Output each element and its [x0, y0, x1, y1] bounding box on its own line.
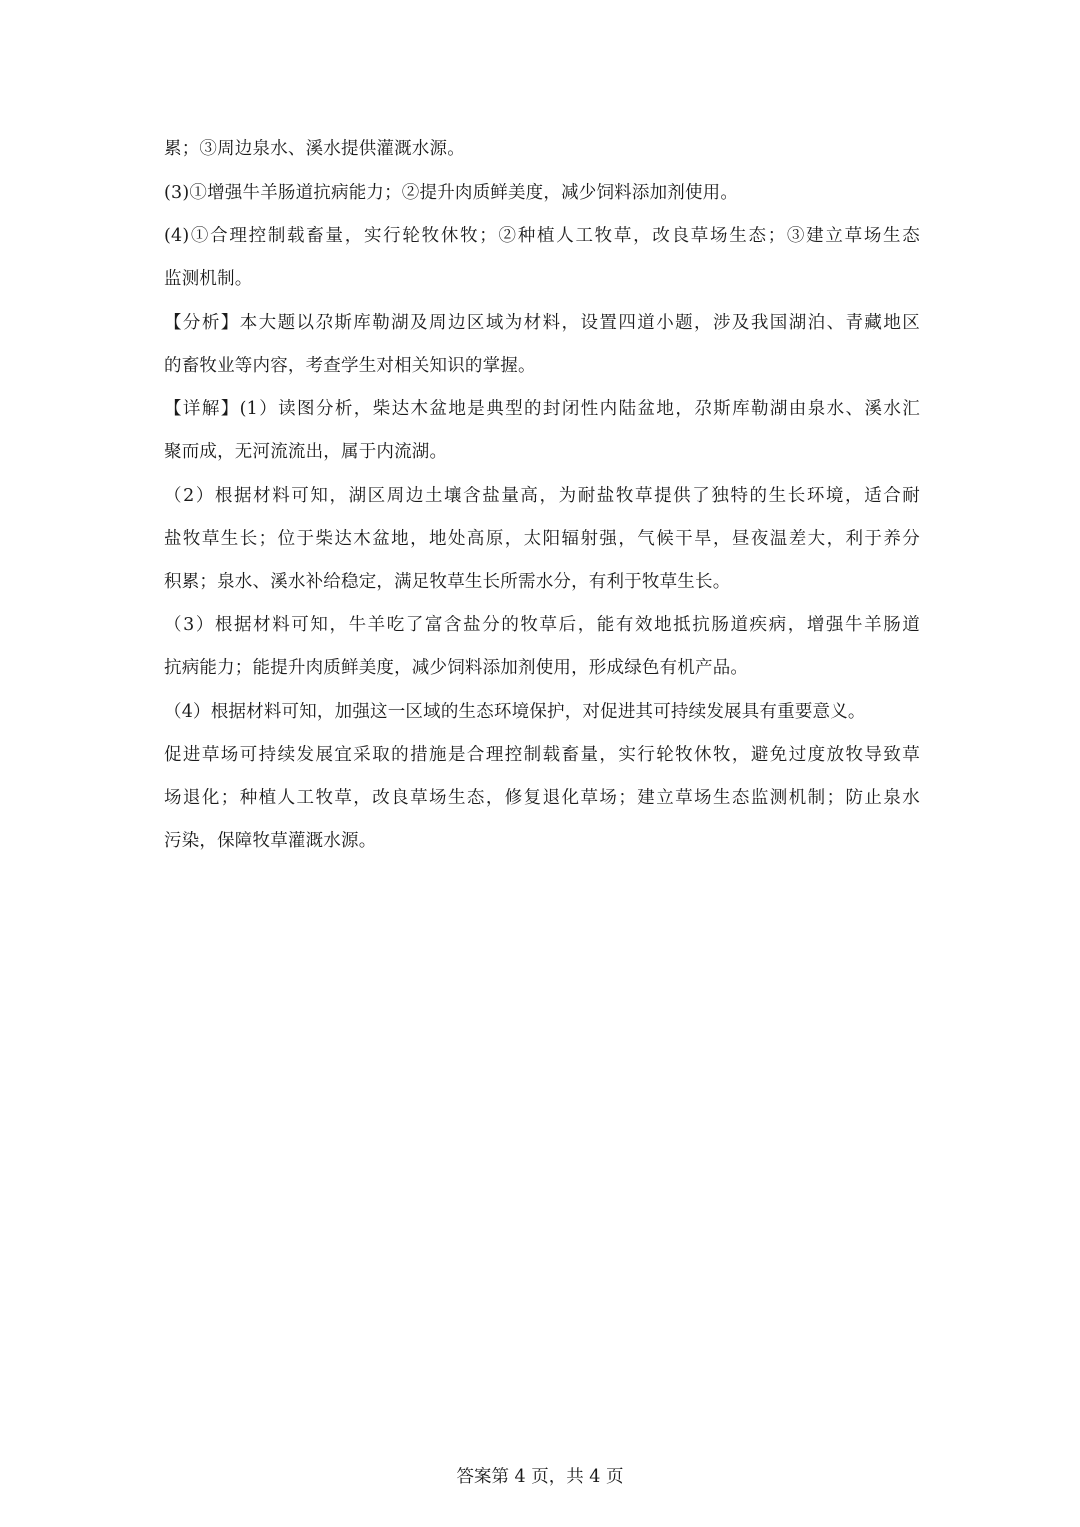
detail-line-9: 促进草场可持续发展宜采取的措施是合理控制载畜量，实行轮牧休牧，避免过度放牧导致草	[164, 744, 920, 765]
detail-line-4: 盐牧草生长；位于柴达木盆地，地处高原，太阳辐射强，气候干旱，昼夜温差大，利于养分	[164, 528, 920, 549]
answer-line-1: 累；③周边泉水、溪水提供灌溉水源。	[164, 139, 465, 159]
analysis-line-2: 的畜牧业等内容，考查学生对相关知识的掌握。	[164, 355, 536, 376]
answer-body	[164, 136, 920, 854]
detail-line-6: （3）根据材料可知，牛羊吃了富含盐分的牧草后，能有效地抵抗肠道疾病，增强牛羊肠道	[164, 615, 920, 635]
answer-line-3: (4)①合理控制载畜量，实行轮牧休牧；②种植人工牧草，改良草场生态；③建立草场生态	[164, 226, 920, 246]
detail-line-8: （4）根据材料可知，加强这一区域的生态环境保护，对促进其可持续发展具有重要意义。	[164, 701, 866, 722]
answer-line-2: (3)①增强牛羊肠道抗病能力；②提升肉质鲜美度，减少饲料添加剂使用。	[164, 182, 739, 203]
analysis-line-1: 【分析】本大题以尕斯库勒湖及周边区域为材料，设置四道小题，涉及我国湖泊、青藏地区	[164, 312, 920, 333]
detail-line-5: 积累；泉水、溪水补给稳定，满足牧草生长所需水分，有利于牧草生长。	[164, 571, 731, 592]
answer-line-4: 监测机制。	[164, 269, 253, 289]
detail-line-2: 聚而成，无河流流出，属于内流湖。	[164, 442, 448, 462]
detail-line-1: 【详解】(1）读图分析，柴达木盆地是典型的封闭性内陆盆地，尕斯库勒湖由泉水、溪水汇	[164, 399, 920, 419]
detail-line-7: 抗病能力；能提升肉质鲜美度，减少饲料添加剂使用，形成绿色有机产品。	[164, 658, 749, 678]
detail-line-11: 污染，保障牧草灌溉水源。	[164, 830, 377, 851]
detail-line-3: （2）根据材料可知，湖区周边土壤含盐量高，为耐盐牧草提供了独特的生长环境，适合耐	[164, 485, 920, 506]
page-footer: 答案第 4 页，共 4 页	[456, 1467, 624, 1487]
detail-line-10: 场退化；种植人工牧草，改良草场生态，修复退化草场；建立草场生态监测机制；防止泉水	[164, 787, 920, 808]
